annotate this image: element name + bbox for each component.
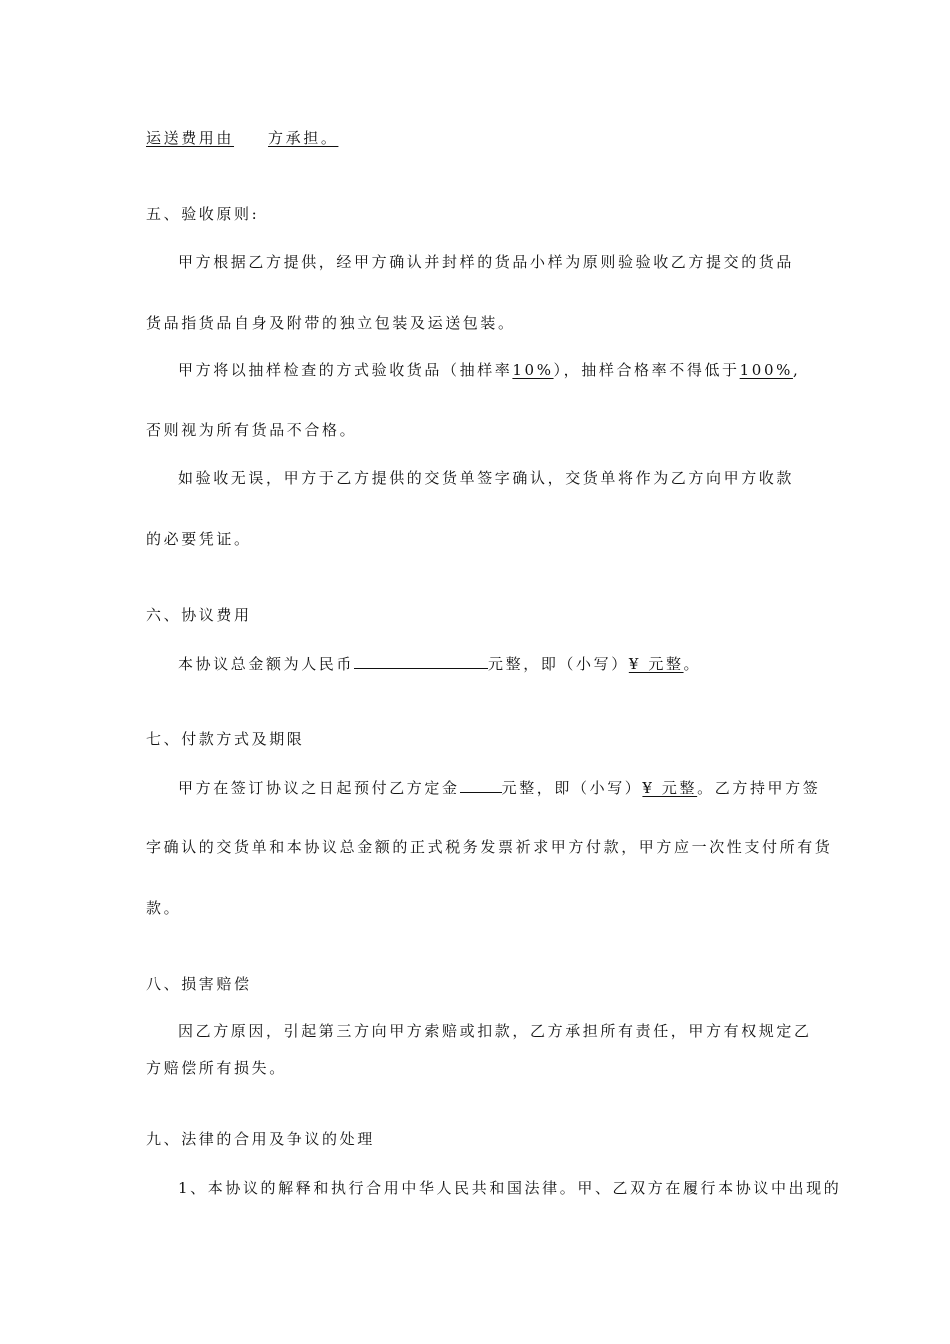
section5-heading: 五、验收原则: xyxy=(146,205,260,223)
section6-heading: 六、协议费用 xyxy=(146,606,252,624)
pass-rate: 100% xyxy=(739,361,793,379)
deposit-small: ¥ 元整 xyxy=(642,779,698,797)
freight-suffix: 方承担。 xyxy=(268,129,339,147)
amount-small: ¥ 元整 xyxy=(628,655,684,673)
section7-line2: 字确认的交货单和本协议总金额的正式税务发票祈求甲方付款，甲方应一次性支付所有货 xyxy=(146,838,833,856)
section5-p1-line2: 货品指货品自身及附带的独立包装及运送包装。 xyxy=(146,314,516,332)
deposit-blank xyxy=(460,777,502,793)
section9-heading: 九、法律的合用及争议的处理 xyxy=(146,1130,375,1148)
section5-p3-line1: 如验收无误，甲方于乙方提供的交货单签字确认，交货单将作为乙方向甲方收款 xyxy=(178,469,795,487)
freight-prefix: 运送费用由 xyxy=(146,129,235,147)
section7-line1: 甲方在签订协议之日起预付乙方定金 元整，即（小写）¥ 元整。乙方持甲方签 xyxy=(178,779,821,797)
section8-line2: 方赔偿所有损失。 xyxy=(146,1059,287,1077)
section6-p: 本协议总金额为人民币 元整，即（小写）¥ 元整。 xyxy=(178,655,702,673)
section5-p3-line2: 的必要凭证。 xyxy=(146,530,252,548)
section9-line1: 1、本协议的解释和执行合用中华人民共和国法律。甲、乙双方在履行本协议中出现的 xyxy=(178,1179,842,1197)
section7-line3: 款。 xyxy=(146,899,182,917)
section5-p2-line2: 否则视为所有货品不合格。 xyxy=(146,421,358,439)
section5-p1-line1: 甲方根据乙方提供，经甲方确认并封样的货品小样为原则验验收乙方提交的货品 xyxy=(178,253,795,271)
section8-heading: 八、损害赔偿 xyxy=(146,975,252,993)
section8-line1: 因乙方原因，引起第三方向甲方索赔或扣款，乙方承担所有责任，甲方有权规定乙 xyxy=(178,1022,812,1040)
amount-blank xyxy=(354,653,488,669)
sample-rate: 10% xyxy=(512,361,554,379)
section7-heading: 七、付款方式及期限 xyxy=(146,730,305,748)
freight-line xyxy=(146,128,338,148)
section5-p2-line1: 甲方将以抽样检查的方式验收货品（抽样率10%），抽样合格率不得低于100%, xyxy=(178,361,801,379)
